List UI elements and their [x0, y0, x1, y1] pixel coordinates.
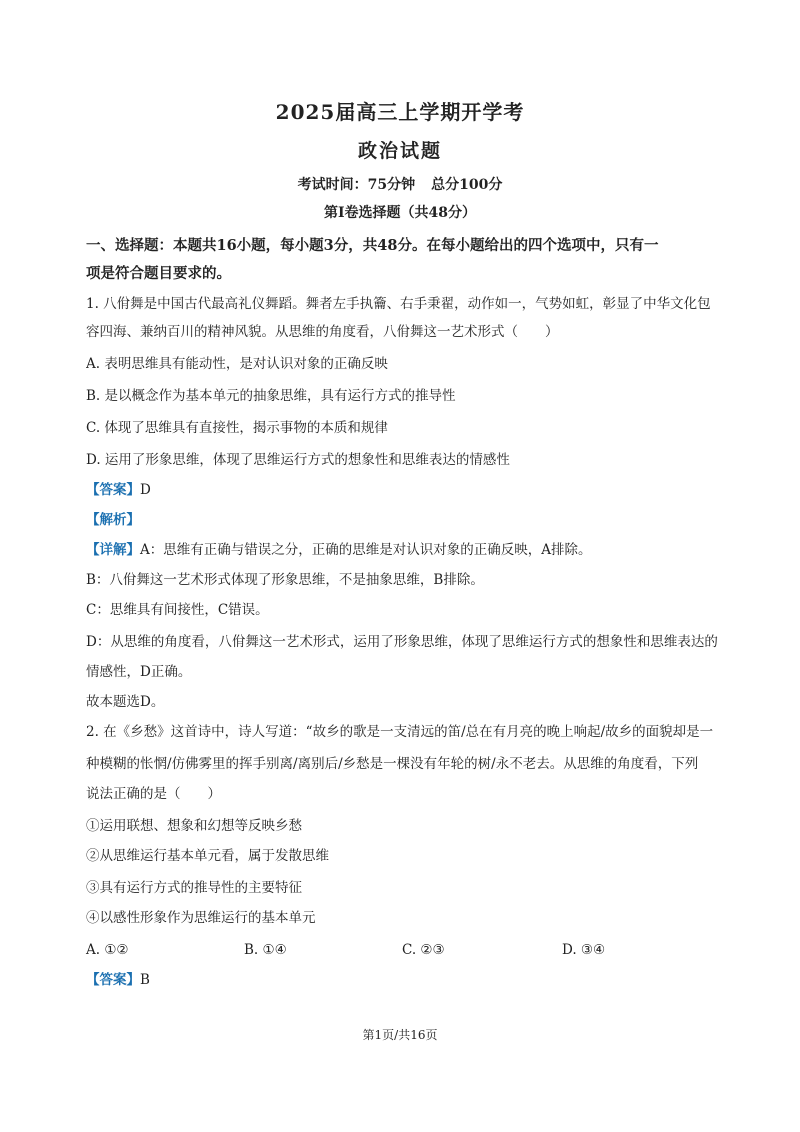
- q2-answer-tag: 【答案】: [86, 972, 140, 988]
- q1-option-d: D. 运用了形象思维，体现了思维运行方式的想象性和思维表达的情感性: [86, 452, 510, 468]
- instructions-line-2: 项是符合题目要求的。: [86, 265, 231, 282]
- section-title: 第Ⅰ卷选择题（共48分）: [323, 205, 477, 221]
- q1-detail-tag: 【详解】: [86, 542, 140, 558]
- q2-option-d: D. ③④: [562, 942, 606, 958]
- page-number-footer: 第1页/共16页: [362, 1028, 438, 1042]
- q2-options-row: [86, 940, 726, 960]
- exam-subject: 政治试题: [357, 140, 442, 162]
- q1-detail-d-line-1: D：从思维的角度看，八佾舞这一艺术形式，运用了形象思维，体现了思维运行方式的想象性和思维表达的: [86, 634, 718, 650]
- exam-time: 考试时间：75分钟: [297, 177, 416, 193]
- q1-answer-value: D: [140, 482, 151, 498]
- exam-title: 2025届高三上学期开学考: [275, 100, 525, 124]
- exam-info: [0, 174, 800, 194]
- q1-answer: [86, 480, 726, 500]
- q1-analysis-tag: 【解析】: [86, 512, 140, 528]
- exam-total-score: 总分100分: [431, 177, 503, 193]
- q2-item-3: ③具有运行方式的推导性的主要特征: [86, 880, 302, 896]
- q1-stem-line-1: 1. 八佾舞是中国古代最高礼仪舞蹈。舞者左手执籥、右手秉翟，动作如一，气势如虹，彰显了中华文化包: [86, 296, 711, 312]
- q1-option-b: B. 是以概念作为基本单元的抽象思维，具有运行方式的推导性: [86, 388, 456, 404]
- q2-stem-line-3: 说法正确的是（ ）: [86, 786, 221, 802]
- q2-option-c: C. ②③: [402, 942, 445, 958]
- q2-stem-line-2: 种模糊的怅惘/仿佛雾里的挥手别离/离别后/乡愁是一棵没有年轮的树/永不老去。从思维的角度看，下列: [86, 756, 699, 772]
- q2-answer: [86, 970, 726, 990]
- q1-detail-c: C：思维具有间接性，C错误。: [86, 602, 269, 618]
- q2-answer-value: B: [140, 972, 150, 988]
- q1-detail-a: [86, 540, 726, 560]
- q1-option-a: A. 表明思维具有能动性，是对认识对象的正确反映: [86, 356, 388, 372]
- q1-stem-line-2: 容四海、兼纳百川的精神风貌。从思维的角度看，八佾舞这一艺术形式（ ）: [86, 324, 559, 340]
- q1-answer-tag: 【答案】: [86, 482, 140, 498]
- q1-conclusion: 故本题选D。: [86, 694, 165, 710]
- q2-item-1: ①运用联想、想象和幻想等反映乡愁: [86, 818, 302, 834]
- q2-item-2: ②从思维运行基本单元看，属于发散思维: [86, 848, 329, 864]
- instructions-line-1: 一、选择题：本题共16小题，每小题3分，共48分。在每小题给出的四个选项中，只有一: [86, 237, 659, 254]
- q1-option-c: C. 体现了思维具有直接性，揭示事物的本质和规律: [86, 420, 388, 436]
- q1-detail-d-line-2: 情感性，D正确。: [86, 664, 192, 680]
- q1-detail-a-text: A：思维有正确与错误之分，正确的思维是对认识对象的正确反映，A排除。: [140, 542, 592, 558]
- q2-option-b: B. ①④: [244, 942, 287, 958]
- q1-analysis: [86, 510, 726, 530]
- q1-detail-b: B：八佾舞这一艺术形式体现了形象思维，不是抽象思维，B排除。: [86, 572, 484, 588]
- q2-item-4: ④以感性形象作为思维运行的基本单元: [86, 910, 316, 926]
- q2-stem-line-1: 2. 在《乡愁》这首诗中，诗人写道：“故乡的歌是一支清远的笛/总在有月亮的晚上响起/故乡的面貌却是一: [86, 724, 714, 740]
- q2-option-a: A. ①②: [86, 942, 129, 958]
